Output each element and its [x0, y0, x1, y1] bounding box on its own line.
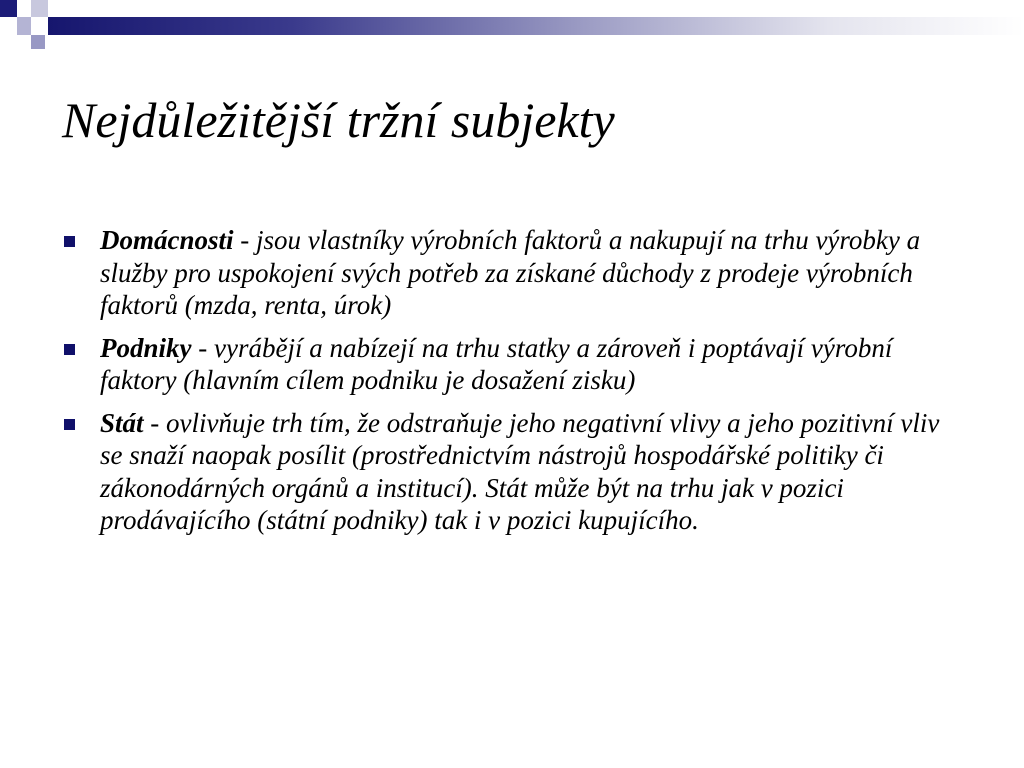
- decor-square: [31, 17, 48, 35]
- decor-square: [17, 35, 31, 49]
- square-bullet-icon: [64, 344, 75, 355]
- decor-square: [31, 0, 48, 17]
- square-bullet-icon: [64, 236, 75, 247]
- bullet-text: - ovlivňuje trh tím, že odstraňuje jeho negativní vlivy a jeho pozitivní vliv se snaží naopak posílit (prostřednictvím nástrojů hospodářské politiky či zákonodárných orgánů a institucí). Stát může být na trhu jak v pozici prodávajícího (státní podniky) tak i v pozici kupujícího.: [100, 407, 940, 535]
- bullet-term: Domácnosti: [100, 225, 234, 255]
- decor-square: [31, 35, 45, 49]
- decor-square: [0, 0, 17, 17]
- bullet-text: - jsou vlastníky výrobních faktorů a nakupují na trhu výrobky a služby pro uspokojení svých potřeb za získané důchody z prodeje výrobních faktorů (mzda, renta, úrok): [100, 225, 921, 320]
- decor-square: [0, 17, 17, 35]
- bullet-item-domacnosti: [64, 224, 964, 322]
- decor-square: [17, 17, 31, 35]
- bullet-term: Stát: [100, 407, 144, 438]
- slide-title: Nejdůležitější tržní subjekty: [62, 92, 615, 148]
- bullet-term: Podniky: [100, 332, 192, 363]
- bullet-list: [64, 224, 964, 547]
- header-gradient-bar: [48, 17, 1024, 35]
- decor-square: [17, 0, 31, 17]
- square-bullet-icon: [64, 419, 75, 430]
- bullet-text: - vyrábějí a nabízejí na trhu statky a zároveň i poptávají výrobní faktory (hlavním cílem podniku je dosažení zisku): [100, 332, 893, 395]
- bullet-item-stat: [64, 407, 964, 537]
- bullet-item-podniky: [64, 332, 964, 397]
